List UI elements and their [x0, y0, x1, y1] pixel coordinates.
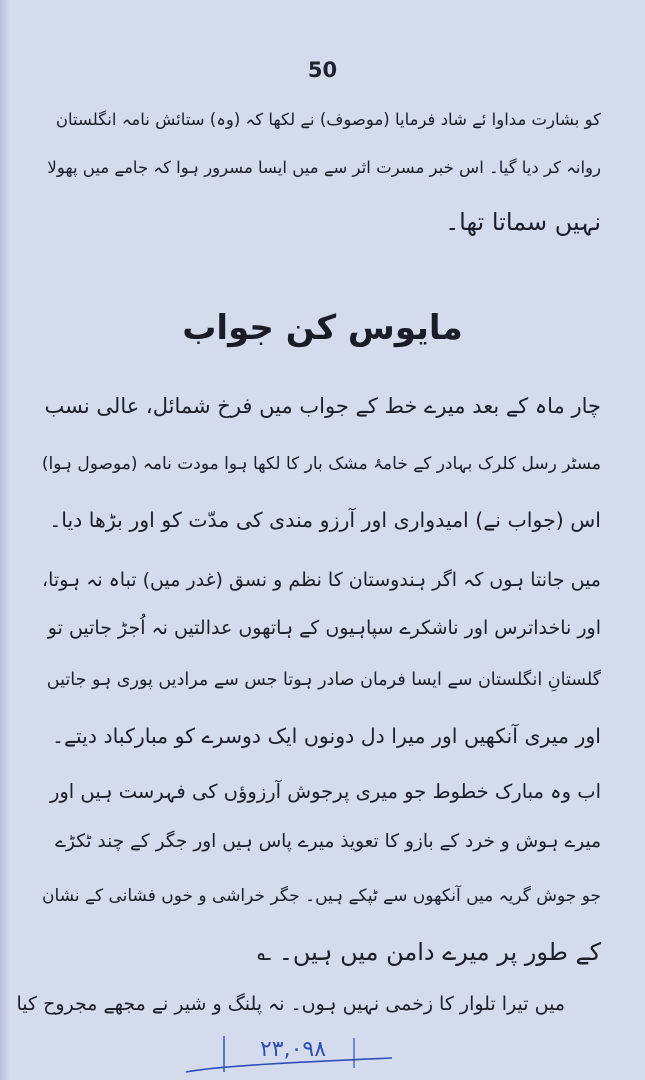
- paragraph-3-line-3: گلستانِ انگلستان سے ایسا فرمان صادر ہوتا جس سے مرادیں پوری ہو جاتیں: [46, 670, 601, 690]
- paragraph-1-line-1: کو بشارت مداوا ئے شاد فرمایا (موصوف) نے لکھا کہ (وہ) ستائش نامہ انگلستان: [55, 110, 601, 129]
- paragraph-2-line-3: اس (جواب نے) امیدواری اور آرزو مندی کی مدّت کو اور بڑھا دیا۔: [49, 508, 601, 532]
- paragraph-3-line-1: میں جانتا ہوں کہ اگر ہندوستان کا نظم و نسق (غدر میں) تباہ نہ ہوتا،: [42, 569, 601, 591]
- paragraph-3-line-2: اور ناخداترس اور ناشکرے سپاہیوں کے ہاتھوں عدالتیں نہ اُجڑ جاتیں تو: [47, 617, 601, 639]
- handwritten-number-text: ۲۳,۰۹۸: [259, 1037, 327, 1062]
- paragraph-4-line-2: میرے ہوش و خرد کے بازو کا تعویذ میرے پاس ہیں اور جگر کے چند ٹکڑے: [55, 831, 601, 852]
- page-number: 50: [307, 58, 338, 82]
- paragraph-1-line-3: نہیں سماتا تھا۔: [445, 208, 601, 236]
- paragraph-3-line-4: اور میری آنکھیں اور میرا دل دونوں ایک دوسرے کو مبارکباد دیتے۔: [51, 724, 601, 748]
- section-heading: مایوس کن جواب: [182, 308, 463, 348]
- handwritten-accession-number: [178, 1028, 398, 1080]
- paragraph-4-line-4: کے طور پر میرے دامن میں ہیں۔ ؎: [257, 938, 601, 966]
- paragraph-2-line-2: مسٹر رسل کلرک بہادر کے خامۂ مشک بار کا لکھا ہوا مودت نامہ (موصول ہوا): [41, 454, 601, 474]
- paragraph-4-line-1: اب وہ مبارک خطوط جو میری پرجوش آرزوؤں کی فہرست ہیں اور: [49, 780, 601, 803]
- paragraph-2-line-1: چار ماہ کے بعد میرے خط کے جواب میں فرخ شمائل، عالی نسب: [44, 394, 601, 418]
- paragraph-1-line-2: روانہ کر دیا گیا۔ اس خبر مسرت اثر سے میں ایسا مسرور ہوا کہ جامے میں پھولا: [47, 158, 601, 177]
- paragraph-4-line-3: جو جوش گریہ میں آنکھوں سے ٹپکے ہیں۔ جگر خراشی و خوں فشانی کے نشان: [42, 886, 601, 906]
- verse-line: میں تیرا تلوار کا زخمی نہیں ہوں۔ نہ پلنگ و شیر نے مجھے مجروح کیا: [16, 993, 565, 1015]
